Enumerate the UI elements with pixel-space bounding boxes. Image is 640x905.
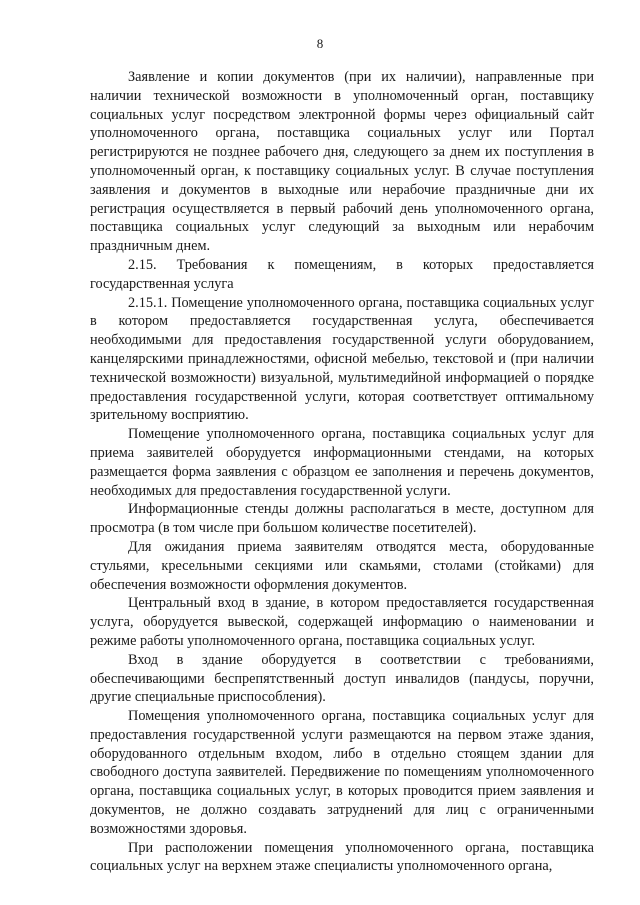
paragraph-info-stands: Помещение уполномоченного органа, поставщика социальных услуг для приема заявителей оборудуется информационными стендами, на которых размещается форма заявления с образцом ее заполнения и перечень документов, необходимых для предоставления государственной услуги.: [90, 426, 594, 499]
section-heading-2-15: 2.15. Требования к помещениям, в которых предоставляется государственная услуга: [90, 256, 594, 292]
paragraph-accessibility: Вход в здание оборудуется в соответствии с требованиями, обеспечивающими беспрепятственный доступ инвалидов (пандусы, поручни, другие специальные приспособления).: [90, 651, 594, 706]
paragraph-central-entrance: Центральный вход в здание, в котором предоставляется государственная услуга, оборудуется вывеской, содержащей информацию о наименовании и режиме работы уполномоченного органа, поставщика социальных услуг.: [90, 595, 594, 649]
paragraph-waiting-area: Для ожидания приема заявителям отводятся места, оборудованные стульями, кресельными секциями или скамьями, столами (стойками) для обеспечения возможности оформления документов.: [90, 538, 594, 593]
paragraph-premises-location: Помещения уполномоченного органа, поставщика социальных услуг для предоставления государственной услуги размещаются на первом этаже здания, оборудованного отдельным входом, либо в отдельно стоящем здании для свободного доступа заявителей. Передвижение по помещениям уполномоченного органа, поставщика социальных услуг, в которых проводится прием заявления и документов, не должно создавать затруднений для лиц с ограниченными возможностями здоровья.: [90, 708, 594, 837]
paragraph-stands-location: Информационные стенды должны располагаться в месте, доступном для просмотра (в том числе при большом количестве посетителей).: [90, 501, 594, 537]
paragraph-upper-floor: При расположении помещения уполномоченного органа, поставщика социальных услуг на верхнем этаже специалисты уполномоченного органа,: [90, 839, 594, 875]
paragraph-registration: Заявление и копии документов (при их наличии), направленные при наличии технической возможности в уполномоченный орган, поставщику социальных услуг посредством электронной формы через официальный сайт уполномоченного органа, поставщика социальных услуг или Портал регистрируются не позднее рабочего дня, следующего за днем их поступления в уполномоченный орган, к поставщику социальных услуг. В случае поступления заявления и документов в выходные или нерабочие праздничные дни их регистрация осуществляется в первый рабочий день уполномоченного органа, поставщика социальных услуг следующий за выходным или нерабочим праздничным днем.: [90, 69, 594, 255]
paragraph-2-15-1: 2.15.1. Помещение уполномоченного органа, поставщика социальных услуг в котором предоставляется государственная услуга, обеспечивается необходимыми для предоставления государственной услуги оборудованием, канцелярскими принадлежностями, офисной мебелью, текстовой и (при наличии технической возможности) визуальной, мультимедийной информацией о порядке предоставления государственной услуги, которая соответствует оптимальному зрительному восприятию.: [90, 294, 594, 424]
page-number: 8: [316, 36, 324, 51]
document-body: [90, 68, 594, 876]
